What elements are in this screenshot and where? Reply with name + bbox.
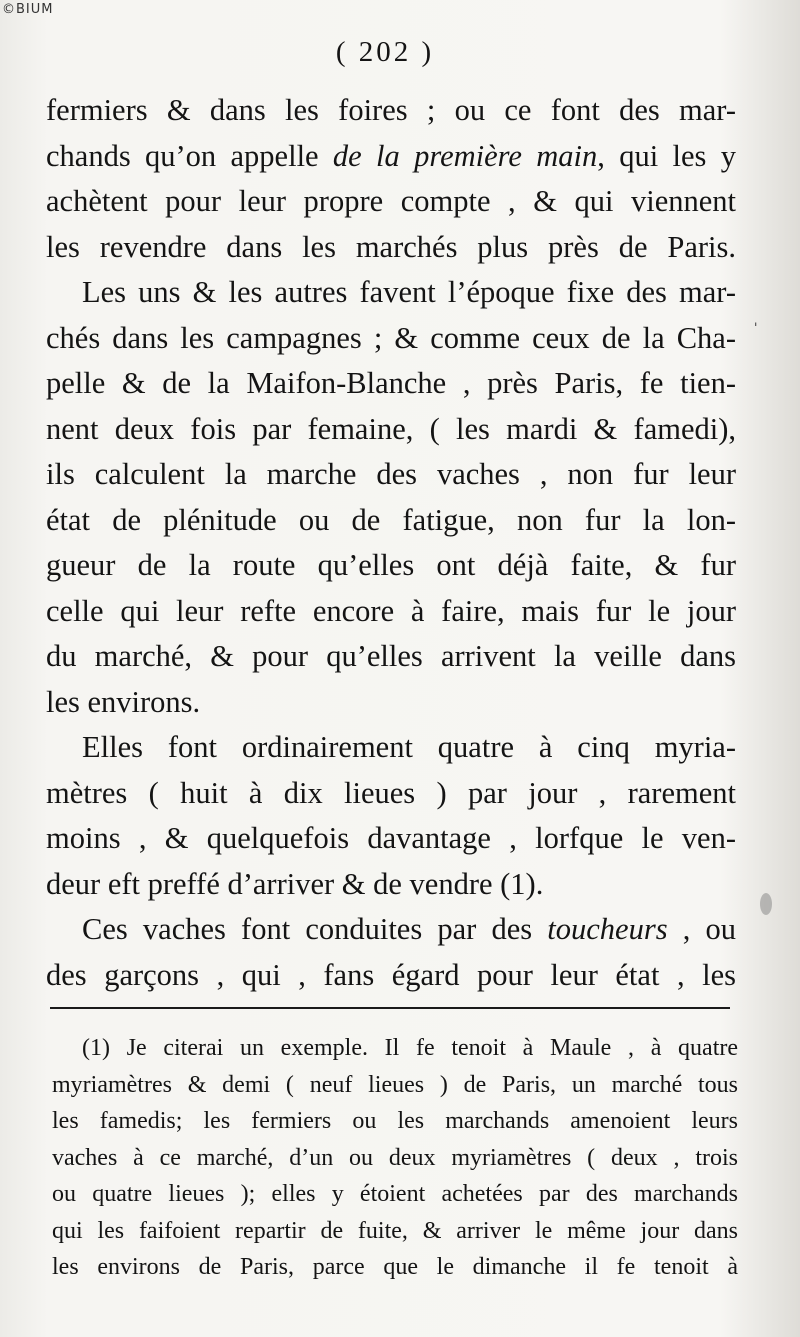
paragraph-start-line: Elles font ordinairement quatre à cinq myria- bbox=[82, 730, 736, 764]
paragraph-start-line: Ces vaches font conduites par des toucheurs , ou bbox=[82, 912, 737, 946]
text-line: moins , & quelquefois davantage , lorfque le ven- bbox=[46, 821, 736, 855]
text-line: état de plénitude ou de fatigue, non fur la lon- bbox=[46, 502, 736, 537]
text-line: gueur de la route qu’elles ont déjà faite, & fur bbox=[46, 548, 736, 582]
text-line: fermiers & dans les foires ; ou ce font des mar- bbox=[46, 93, 736, 127]
text-line: des garçons , qui , fans égard pour leur état , les bbox=[46, 957, 736, 992]
text-line: du marché, & pour qu’elles arrivent la veille dans bbox=[46, 639, 736, 673]
footnote-line: myriamètres & demi ( neuf lieues ) de Paris, un marché tous bbox=[52, 1071, 738, 1098]
main-text bbox=[46, 88, 736, 998]
text-line: pelle & de la Maifon-Blanche , près Paris, fe tien- bbox=[46, 366, 736, 400]
text-line: ils calculent la marche des vaches , non fur leur bbox=[46, 457, 736, 491]
text-line: mètres ( huit à dix lieues ) par jour , rarement bbox=[46, 775, 736, 810]
ink-speck: ˈ bbox=[752, 318, 760, 343]
text-line: deur eft preffé d’arriver & de vendre (1). bbox=[46, 866, 544, 901]
footnote-line: vaches à ce marché, d’un ou deux myriamètres ( deux , trois bbox=[52, 1144, 738, 1171]
text-line: chands qu’on appelle de la première main, qui les y bbox=[46, 138, 736, 173]
footnote-line: les famedis; les fermiers ou les marchands amenoient leurs bbox=[52, 1108, 738, 1134]
text-line: chés dans les campagnes ; & comme ceux de la Cha- bbox=[46, 320, 736, 355]
text-line: les environs. bbox=[46, 684, 201, 719]
text-line: achètent pour leur propre compte , & qui viennent bbox=[46, 184, 736, 218]
footnote-line: (1) Je citerai un exemple. Il fe tenoit à Maule , à quatre bbox=[82, 1035, 738, 1061]
text-line: celle qui leur refte encore à faire, mais fur le jour bbox=[46, 593, 736, 628]
library-watermark: ©BIUM bbox=[2, 2, 54, 17]
text-line: nent deux fois par femaine, ( les mardi & famedi), bbox=[46, 411, 736, 446]
page-number: ( 202 ) bbox=[335, 36, 435, 68]
footnote-line: ou quatre lieues ); elles y étoient achetées par des marchands bbox=[52, 1181, 738, 1207]
footnote-separator bbox=[50, 1007, 730, 1009]
footnote-line: qui les faifoient repartir de fuite, & arriver le même jour dans bbox=[52, 1217, 738, 1244]
paragraph-start-line: Les uns & les autres favent l’époque fixe des mar- bbox=[82, 275, 736, 309]
text-line: les revendre dans les marchés plus près de Paris. bbox=[46, 229, 736, 264]
footnote bbox=[52, 1030, 738, 1286]
ink-blot bbox=[760, 893, 772, 915]
footnote-line: les environs de Paris, parce que le dimanche il fe tenoit à bbox=[52, 1254, 738, 1280]
